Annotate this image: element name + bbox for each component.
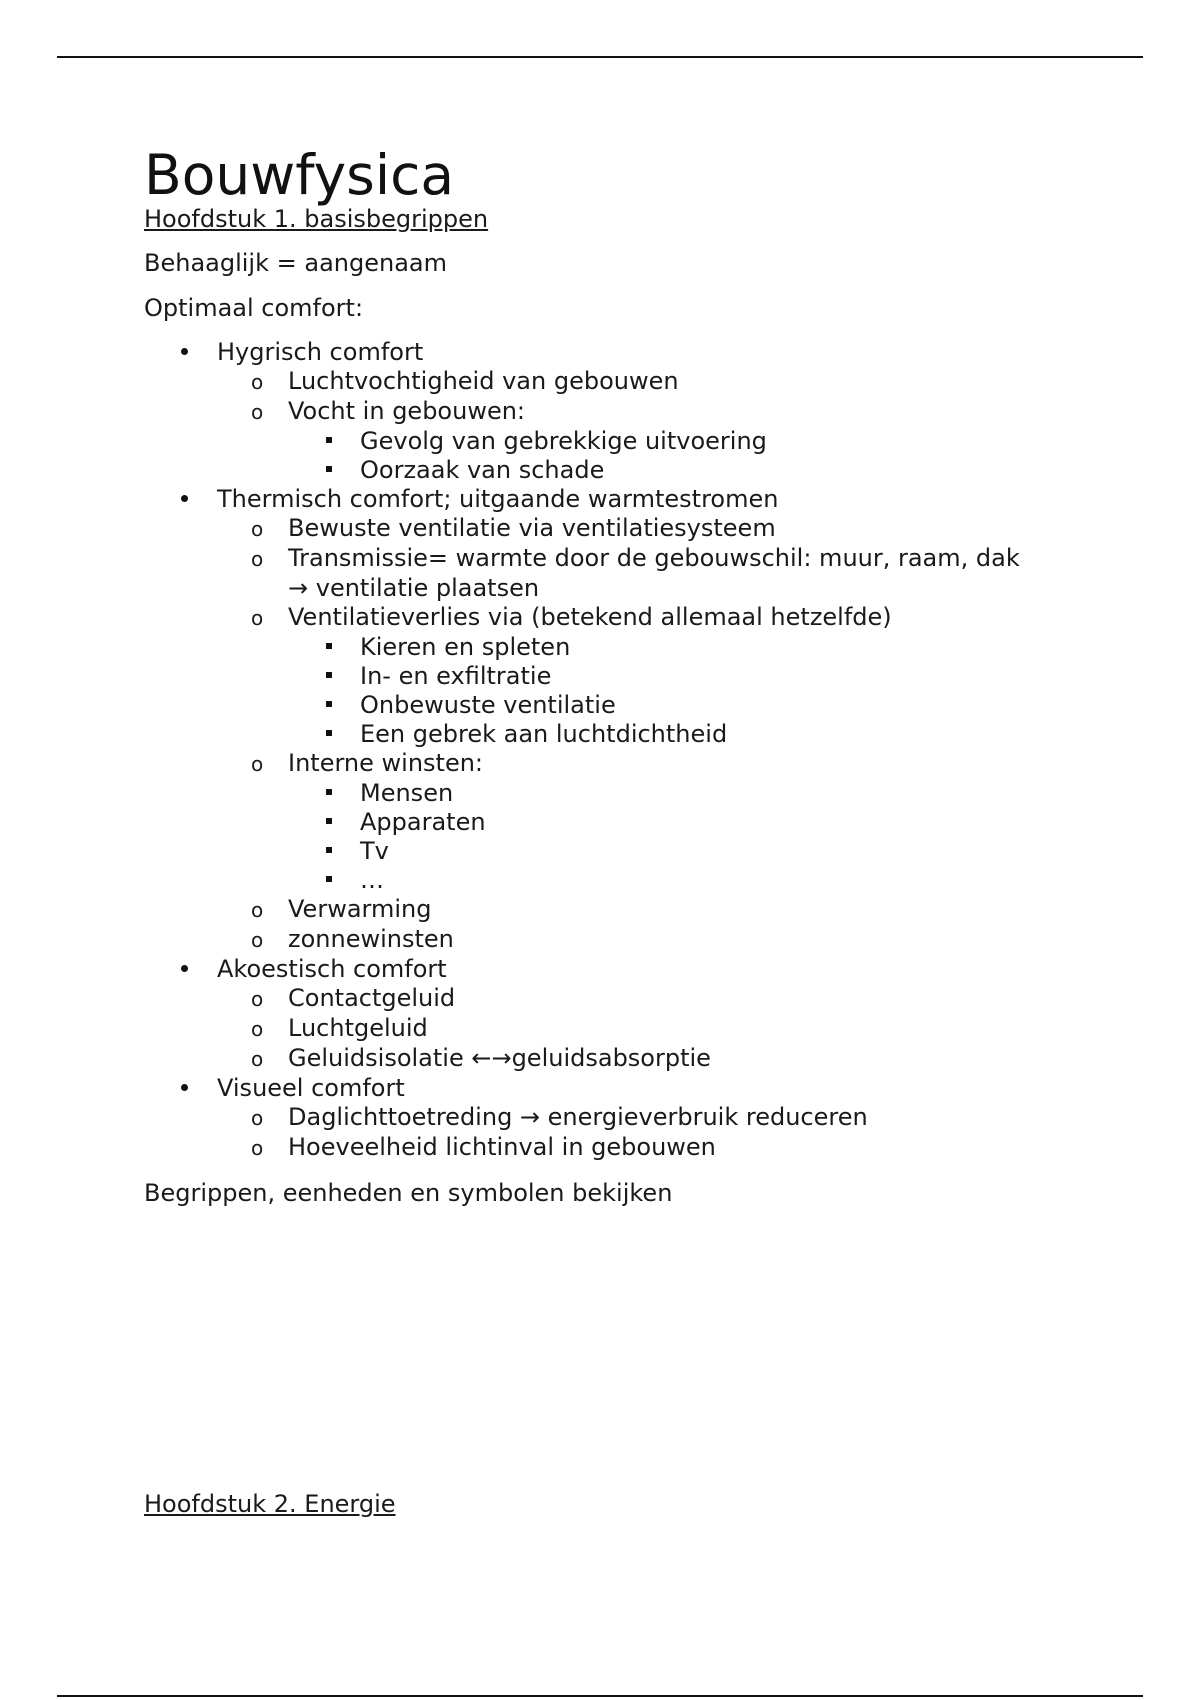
list-item-continuation: → ventilatie plaatsen: [288, 574, 540, 602]
chapter-1-heading: Hoofdstuk 1. basisbegrippen: [144, 205, 489, 233]
bullet-square-icon: [321, 691, 360, 720]
paragraph-begrippen: Begrippen, eenheden en symbolen bekijken: [144, 1179, 673, 1207]
bullet-dot-icon: [176, 955, 217, 984]
list-item: o zonnewinsten: [251, 925, 454, 953]
bullet-circle-icon: o: [251, 1047, 264, 1071]
bullet-circle-icon: o: [251, 928, 264, 952]
list-item: o Luchtgeluid: [251, 1014, 428, 1042]
list-item: o Hoeveelheid lichtinval in gebouwen: [251, 1133, 716, 1161]
list-item: Mensen: [144, 779, 1084, 808]
bullet-dot-icon: [176, 485, 217, 514]
bullet-square-icon: [321, 633, 360, 662]
list-item: Akoestisch comfort: [144, 955, 1084, 984]
bullet-circle-icon: o: [251, 898, 264, 922]
bullet-square-icon: [321, 427, 360, 456]
chapter-2-heading: Hoofdstuk 2. Energie: [144, 1490, 396, 1518]
bullet-square-icon: [321, 720, 360, 749]
bullet-circle-icon: o: [251, 1136, 264, 1160]
list-item: Thermisch comfort; uitgaande warmtestromen: [144, 485, 1084, 514]
list-item: Apparaten: [144, 808, 1084, 837]
bullet-square-icon: [321, 779, 360, 808]
list-item: o Transmissie= warmte door de gebouwschil: muur, raam, dak: [251, 544, 1020, 572]
bullet-circle-icon: o: [251, 370, 264, 394]
list-item: …: [144, 866, 1084, 895]
bullet-circle-icon: o: [251, 752, 264, 776]
list-item: o Ventilatieverlies via (betekend allemaal hetzelfde): [251, 603, 892, 631]
list-item: Een gebrek aan luchtdichtheid: [144, 720, 1084, 749]
bullet-circle-icon: o: [251, 400, 264, 424]
bullet-square-icon: [321, 808, 360, 837]
bullet-square-icon: [321, 662, 360, 691]
bullet-dot-icon: [176, 338, 217, 367]
list-item: o Contactgeluid: [251, 984, 456, 1012]
list-item: o Verwarming: [251, 895, 432, 923]
list-item: Oorzaak van schade: [144, 456, 1084, 485]
bullet-circle-icon: o: [251, 987, 264, 1011]
list-item: Tv: [144, 837, 1084, 866]
footer-rule: [57, 1695, 1143, 1697]
list-item: o Daglichttoetreding → energieverbruik reduceren: [251, 1103, 868, 1131]
list-item: Gevolg van gebrekkige uitvoering: [144, 427, 1084, 456]
list-item: Visueel comfort: [144, 1074, 1084, 1103]
bullet-square-icon: [321, 866, 360, 895]
bullet-dot-icon: [176, 1074, 217, 1103]
bullet-circle-icon: o: [251, 606, 264, 630]
list-item: Hygrisch comfort: [144, 338, 1084, 367]
paragraph-behaaglijk: Behaaglijk = aangenaam: [144, 249, 447, 277]
list-item: Onbewuste ventilatie: [144, 691, 1084, 720]
list-item: o Vocht in gebouwen:: [251, 397, 526, 425]
list-item: o Interne winsten:: [251, 749, 483, 777]
list-item: o Bewuste ventilatie via ventilatiesysteem: [251, 514, 776, 542]
list-item: Kieren en spleten: [144, 633, 1084, 662]
bullet-circle-icon: o: [251, 517, 264, 541]
paragraph-optimaal-comfort: Optimaal comfort:: [144, 294, 364, 322]
bullet-square-icon: [321, 837, 360, 866]
document-title: Bouwfysica: [144, 143, 455, 207]
list-item: In- en exfiltratie: [144, 662, 1084, 691]
bullet-square-icon: [321, 456, 360, 485]
list-item: o Geluidsisolatie ←→geluidsabsorptie: [251, 1044, 711, 1072]
document-body: [144, 140, 1084, 1533]
comfort-list: [144, 338, 1084, 1163]
blank-space: [144, 1223, 1084, 1489]
bullet-circle-icon: o: [251, 1106, 264, 1130]
header-rule: [57, 56, 1143, 58]
bullet-circle-icon: o: [251, 1017, 264, 1041]
bullet-circle-icon: o: [251, 547, 264, 571]
list-item: o Luchtvochtigheid van gebouwen: [251, 367, 679, 395]
